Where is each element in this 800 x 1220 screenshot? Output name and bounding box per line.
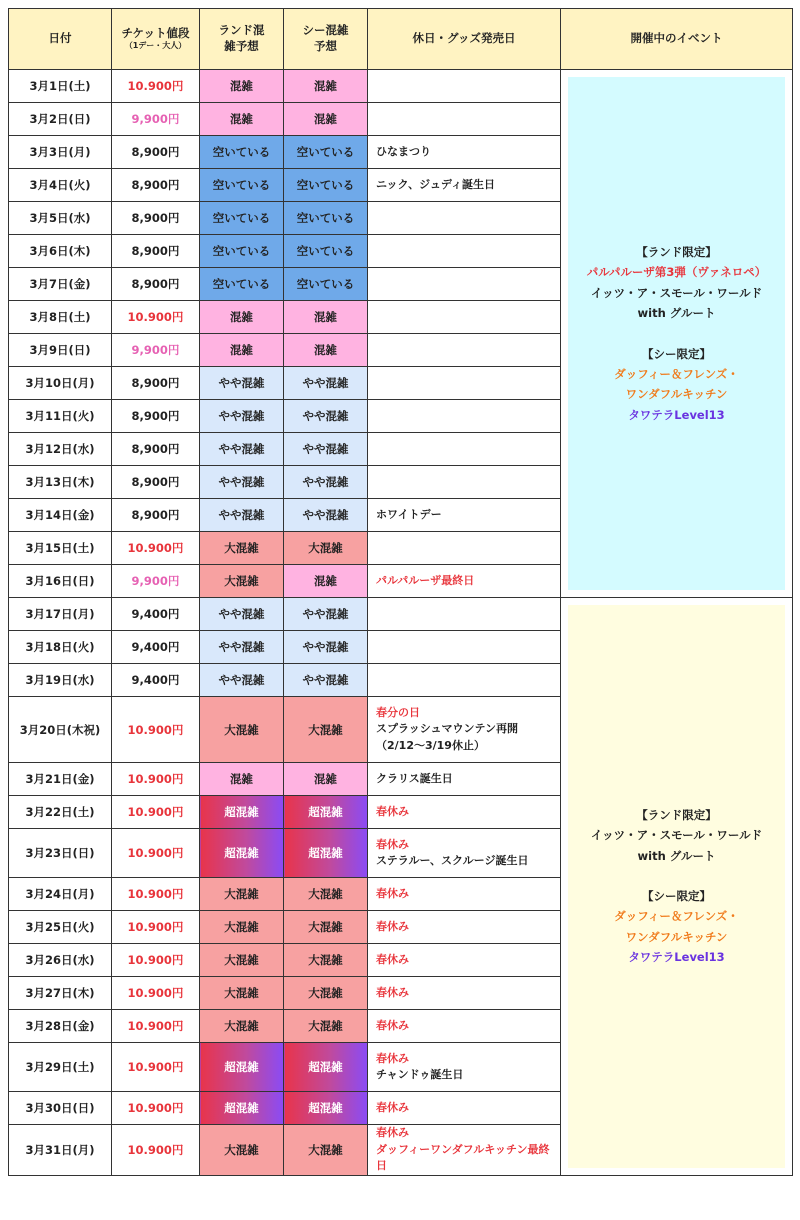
sea-crowd-cell: 空いている	[284, 202, 368, 235]
sea-crowd-cell: 大混雑	[284, 697, 368, 763]
event-line: ダッフィー＆フレンズ・	[614, 909, 739, 924]
event-line: イッツ・ア・スモール・ワールド	[590, 285, 763, 300]
date-cell: 3月12日(水)	[9, 433, 112, 466]
price-cell: 8,900円	[112, 136, 200, 169]
sea-crowd-cell: 混雑	[284, 565, 368, 598]
header-price-sub: （1デー・大人）	[124, 41, 187, 51]
sea-crowd-cell: 混雑	[284, 301, 368, 334]
date-cell: 3月9日(日)	[9, 334, 112, 367]
land-crowd-cell: 超混雑	[200, 1043, 284, 1092]
date-cell: 3月17日(月)	[9, 598, 112, 631]
land-crowd-cell: 大混雑	[200, 697, 284, 763]
land-crowd-cell: 空いている	[200, 136, 284, 169]
note-line: ダッフィーワンダフルキッチン最終日	[376, 1142, 550, 1172]
note-line: 春休み	[376, 1126, 409, 1139]
date-cell: 3月22日(土)	[9, 796, 112, 829]
price-cell: 10.900円	[112, 1010, 200, 1043]
price-cell: 8,900円	[112, 499, 200, 532]
note-line: 春休み	[376, 804, 409, 818]
price-cell: 9,400円	[112, 631, 200, 664]
note-line: 春休み	[376, 1018, 409, 1032]
note-cell	[368, 1125, 561, 1176]
land-crowd-cell: やや混雑	[200, 367, 284, 400]
note-cell	[368, 169, 561, 202]
price-cell: 8,900円	[112, 202, 200, 235]
note-cell	[368, 400, 561, 433]
note-cell	[368, 664, 561, 697]
land-crowd-cell: やや混雑	[200, 433, 284, 466]
note-cell	[368, 944, 561, 977]
land-crowd-cell: 空いている	[200, 235, 284, 268]
sea-crowd-cell: 混雑	[284, 103, 368, 136]
note-cell	[368, 433, 561, 466]
header-land: ランド混雑予想	[200, 9, 284, 70]
sea-crowd-cell: やや混雑	[284, 433, 368, 466]
date-cell: 3月31日(月)	[9, 1125, 112, 1176]
note-cell	[368, 1010, 561, 1043]
note-line: （2/12〜3/19休止）	[376, 738, 485, 752]
event-line: with グルート	[637, 306, 716, 321]
date-cell: 3月2日(日)	[9, 103, 112, 136]
event-line: 【シー限定】	[642, 346, 711, 361]
event-box	[568, 605, 785, 1168]
date-cell: 3月8日(土)	[9, 301, 112, 334]
header-note: 休日・グッズ発売日	[368, 9, 561, 70]
land-crowd-cell: 混雑	[200, 70, 284, 103]
note-cell	[368, 202, 561, 235]
sea-crowd-cell: やや混雑	[284, 598, 368, 631]
date-cell: 3月4日(火)	[9, 169, 112, 202]
price-cell: 10.900円	[112, 796, 200, 829]
date-cell: 3月3日(月)	[9, 136, 112, 169]
date-cell: 3月14日(金)	[9, 499, 112, 532]
sea-crowd-cell: 混雑	[284, 334, 368, 367]
note-line: 春休み	[376, 886, 409, 900]
land-crowd-cell: 大混雑	[200, 977, 284, 1010]
table-row	[9, 70, 793, 103]
event-line: ワンダフルキッチン	[625, 929, 728, 944]
date-cell: 3月10日(月)	[9, 367, 112, 400]
note-cell	[368, 103, 561, 136]
sea-crowd-cell: 混雑	[284, 763, 368, 796]
event-line: ワンダフルキッチン	[625, 387, 728, 402]
header-row	[9, 9, 793, 70]
note-cell	[368, 598, 561, 631]
land-crowd-cell: 空いている	[200, 268, 284, 301]
event-line: タワテラLevel13	[628, 950, 725, 965]
sea-crowd-cell: やや混雑	[284, 664, 368, 697]
date-cell: 3月24日(月)	[9, 878, 112, 911]
note-cell	[368, 977, 561, 1010]
sea-crowd-cell: 大混雑	[284, 977, 368, 1010]
land-crowd-cell: 空いている	[200, 169, 284, 202]
price-cell: 10.900円	[112, 829, 200, 878]
price-cell: 9,400円	[112, 598, 200, 631]
date-cell: 3月26日(水)	[9, 944, 112, 977]
note-cell	[368, 136, 561, 169]
event-cell-1	[561, 70, 793, 598]
land-crowd-cell: 超混雑	[200, 1092, 284, 1125]
note-line: ホワイトデー	[376, 507, 442, 521]
event-line: タワテラLevel13	[628, 407, 725, 422]
note-cell	[368, 499, 561, 532]
date-cell: 3月29日(土)	[9, 1043, 112, 1092]
calendar-body	[9, 70, 793, 1176]
land-crowd-cell: 大混雑	[200, 878, 284, 911]
date-cell: 3月27日(木)	[9, 977, 112, 1010]
land-crowd-cell: 大混雑	[200, 532, 284, 565]
note-cell	[368, 70, 561, 103]
note-line: ひなまつり	[376, 144, 431, 158]
note-cell	[368, 565, 561, 598]
event-box	[568, 77, 785, 590]
sea-crowd-cell: 空いている	[284, 136, 368, 169]
event-line: パルパルーザ第3弾（ヴァネロペ）	[586, 265, 767, 280]
date-cell: 3月19日(水)	[9, 664, 112, 697]
note-cell	[368, 466, 561, 499]
price-cell: 8,900円	[112, 433, 200, 466]
price-cell: 10.900円	[112, 70, 200, 103]
note-cell	[368, 697, 561, 763]
sea-crowd-cell: 超混雑	[284, 1092, 368, 1125]
land-crowd-cell: 混雑	[200, 301, 284, 334]
note-cell	[368, 235, 561, 268]
note-cell	[368, 763, 561, 796]
event-line: イッツ・ア・スモール・ワールド	[590, 828, 763, 843]
note-line: 春休み	[376, 1051, 409, 1065]
note-cell	[368, 532, 561, 565]
land-crowd-cell: 混雑	[200, 103, 284, 136]
note-cell	[368, 1092, 561, 1125]
event-line: with グルート	[637, 848, 716, 863]
land-crowd-cell: やや混雑	[200, 598, 284, 631]
land-crowd-cell: やや混雑	[200, 664, 284, 697]
price-cell: 10.900円	[112, 763, 200, 796]
land-crowd-cell: 大混雑	[200, 565, 284, 598]
date-cell: 3月15日(土)	[9, 532, 112, 565]
event-line: 【ランド限定】	[636, 244, 717, 259]
date-cell: 3月21日(金)	[9, 763, 112, 796]
date-cell: 3月1日(土)	[9, 70, 112, 103]
price-cell: 10.900円	[112, 977, 200, 1010]
sea-crowd-cell: 超混雑	[284, 829, 368, 878]
note-line: 春休み	[376, 952, 409, 966]
date-cell: 3月23日(日)	[9, 829, 112, 878]
price-cell: 9,400円	[112, 664, 200, 697]
table-row	[9, 598, 793, 631]
land-crowd-cell: 大混雑	[200, 1010, 284, 1043]
note-line: ステラルー、スクルージ誕生日	[376, 854, 529, 867]
date-cell: 3月28日(金)	[9, 1010, 112, 1043]
land-crowd-cell: やや混雑	[200, 499, 284, 532]
sea-crowd-cell: 超混雑	[284, 1043, 368, 1092]
land-crowd-cell: 混雑	[200, 334, 284, 367]
price-cell: 8,900円	[112, 235, 200, 268]
date-cell: 3月6日(木)	[9, 235, 112, 268]
price-cell: 10.900円	[112, 532, 200, 565]
note-cell	[368, 878, 561, 911]
land-crowd-cell: 超混雑	[200, 829, 284, 878]
land-crowd-cell: 空いている	[200, 202, 284, 235]
price-cell: 10.900円	[112, 697, 200, 763]
note-line: 春休み	[376, 985, 409, 999]
note-line: クラリス誕生日	[376, 771, 453, 785]
price-cell: 10.900円	[112, 911, 200, 944]
land-crowd-cell: 大混雑	[200, 1125, 284, 1176]
sea-crowd-cell: 超混雑	[284, 796, 368, 829]
event-line: ダッフィー＆フレンズ・	[614, 366, 739, 381]
note-line: 春分の日	[376, 705, 420, 719]
date-cell: 3月30日(日)	[9, 1092, 112, 1125]
land-crowd-cell: 超混雑	[200, 796, 284, 829]
price-cell: 10.900円	[112, 944, 200, 977]
note-cell	[368, 631, 561, 664]
header-price: チケット値段 （1デー・大人）	[112, 9, 200, 70]
price-cell: 8,900円	[112, 400, 200, 433]
price-cell: 10.900円	[112, 878, 200, 911]
price-cell: 9,900円	[112, 334, 200, 367]
note-cell	[368, 796, 561, 829]
price-cell: 10.900円	[112, 1092, 200, 1125]
note-cell	[368, 301, 561, 334]
sea-crowd-cell: やや混雑	[284, 400, 368, 433]
sea-crowd-cell: 空いている	[284, 235, 368, 268]
note-cell	[368, 1043, 561, 1092]
note-cell	[368, 911, 561, 944]
note-cell	[368, 334, 561, 367]
note-line: 春休み	[376, 919, 409, 933]
sea-crowd-cell: 大混雑	[284, 911, 368, 944]
date-cell: 3月7日(金)	[9, 268, 112, 301]
sea-crowd-cell: やや混雑	[284, 631, 368, 664]
note-line: ニック、ジュディ誕生日	[376, 177, 496, 191]
price-cell: 8,900円	[112, 466, 200, 499]
note-line: スプラッシュマウンテン再開	[376, 722, 519, 736]
date-cell: 3月11日(火)	[9, 400, 112, 433]
price-cell: 8,900円	[112, 268, 200, 301]
sea-crowd-cell: 大混雑	[284, 878, 368, 911]
price-cell: 8,900円	[112, 169, 200, 202]
sea-crowd-cell: 混雑	[284, 70, 368, 103]
land-crowd-cell: やや混雑	[200, 400, 284, 433]
price-cell: 9,900円	[112, 565, 200, 598]
date-cell: 3月5日(水)	[9, 202, 112, 235]
date-cell: 3月13日(木)	[9, 466, 112, 499]
date-cell: 3月20日(木祝)	[9, 697, 112, 763]
land-crowd-cell: やや混雑	[200, 466, 284, 499]
sea-crowd-cell: 大混雑	[284, 532, 368, 565]
price-cell: 10.900円	[112, 1125, 200, 1176]
note-line: 春休み	[376, 1100, 409, 1114]
price-cell: 10.900円	[112, 301, 200, 334]
note-line: 春休み	[376, 837, 409, 851]
sea-crowd-cell: やや混雑	[284, 466, 368, 499]
note-cell	[368, 268, 561, 301]
land-crowd-cell: 混雑	[200, 763, 284, 796]
land-crowd-cell: 大混雑	[200, 911, 284, 944]
header-date: 日付	[9, 9, 112, 70]
price-cell: 10.900円	[112, 1043, 200, 1092]
event-line: 【ランド限定】	[636, 807, 717, 822]
date-cell: 3月18日(火)	[9, 631, 112, 664]
price-cell: 8,900円	[112, 367, 200, 400]
sea-crowd-cell: 大混雑	[284, 1125, 368, 1176]
date-cell: 3月25日(火)	[9, 911, 112, 944]
event-line: 【シー限定】	[642, 889, 711, 904]
land-crowd-cell: やや混雑	[200, 631, 284, 664]
note-line: パルパルーザ最終日	[376, 573, 475, 587]
date-cell: 3月16日(日)	[9, 565, 112, 598]
sea-crowd-cell: 大混雑	[284, 944, 368, 977]
header-event: 開催中のイベント	[561, 9, 793, 70]
land-crowd-cell: 大混雑	[200, 944, 284, 977]
sea-crowd-cell: やや混雑	[284, 499, 368, 532]
crowd-calendar-table	[8, 8, 793, 1176]
sea-crowd-cell: 空いている	[284, 169, 368, 202]
note-cell	[368, 367, 561, 400]
price-cell: 9,900円	[112, 103, 200, 136]
sea-crowd-cell: 空いている	[284, 268, 368, 301]
sea-crowd-cell: やや混雑	[284, 367, 368, 400]
note-line: チャンドゥ誕生日	[376, 1068, 464, 1081]
sea-crowd-cell: 大混雑	[284, 1010, 368, 1043]
header-sea: シー混雑予想	[284, 9, 368, 70]
note-cell	[368, 829, 561, 878]
event-cell-2	[561, 598, 793, 1176]
